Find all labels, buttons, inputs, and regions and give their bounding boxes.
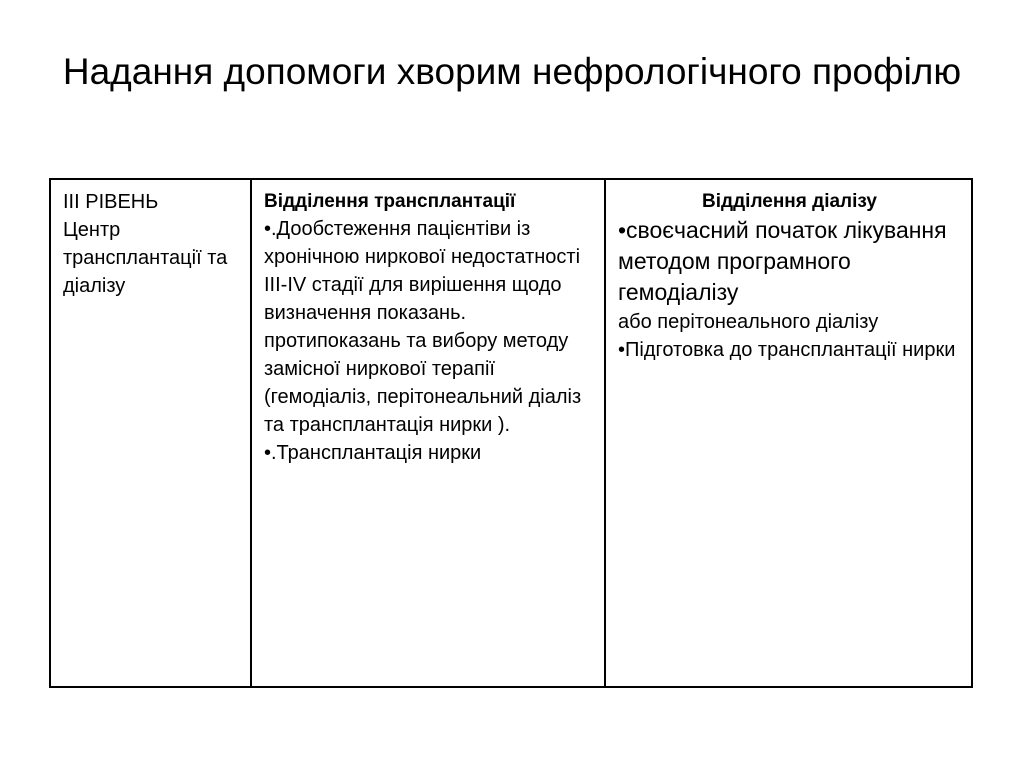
center-name: Центр трансплантації та діалізу (63, 219, 228, 297)
dialysis-item-peritoneal: або перітонеального діалізу (618, 311, 879, 333)
dialysis-department-heading: Відділення діалізу (702, 191, 877, 212)
transplant-department-cell (251, 179, 605, 687)
dialysis-item-transplant-prep: •Підготовка до трансплантації нирки (618, 339, 956, 361)
dialysis-item-hemodialysis: •своєчасний початок лікування методом програмного гемодіалізу (618, 217, 947, 305)
dialysis-department-cell (605, 179, 972, 687)
transplant-item-transplantation: •.Трансплантація нирки (264, 442, 482, 464)
level-label: ІІІ РІВЕНЬ (63, 191, 159, 213)
table-row (50, 179, 972, 687)
level-cell (50, 179, 251, 687)
transplant-item-examination: •.Дообстеження пацієнтіви із хронічною ниркової недостатності ІІІ-ІV стадії для вирішення щодо визначення показань. протипоказань та вибору методу замісної ниркової терапії (гемодіаліз, перітонеальний діаліз та трансплантація нирки ). (264, 218, 582, 436)
slide-title: Надання допомоги хворим нефрологічного профілю (62, 51, 962, 92)
care-levels-table (49, 178, 973, 688)
transplant-department-heading: Відділення трансплантації (264, 191, 516, 212)
